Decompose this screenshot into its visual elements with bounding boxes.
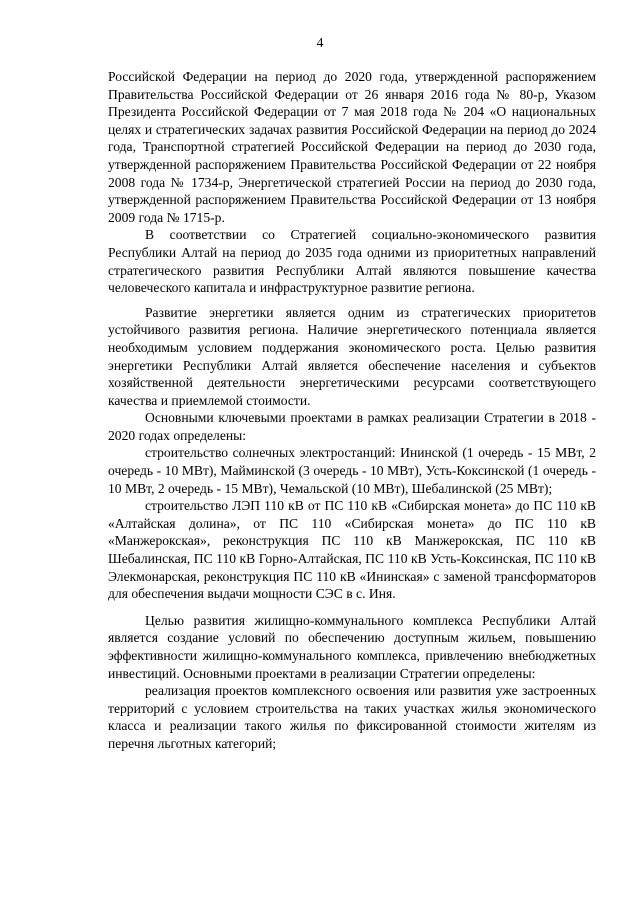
document-body [108,68,596,753]
paragraph-energy-goal: Развитие энергетики является одним из стратегических приоритетов устойчивого развития региона. Наличие энергетического потенциала является необходимым условием поддержания экономического роста. Целью развития энергетики Республики Алтай является обеспечение населения и субъектов хозяйственной деятельности энергетическими ресурсами соответствующего качества и приемлемой стоимости. [108,304,596,408]
page-number: 4 [316,35,324,50]
paragraph-power-lines: строительство ЛЭП 110 кВ от ПС 110 кВ «Сибирская монета» до ПС 110 кВ «Алтайская долина», от ПС 110 «Сибирская монета» до ПС 110 кВ «Манжерокская», реконструкция ПС 110 кВ Манжерокская, ПС 110 кВ Шебалинская, ПС 110 кВ Горно-Алтайская, ПС 110 кВ Усть-Коксинская, ПС 110 кВ Элекмонарская, реконструкция ПС 110 кВ «Ининская» с заменой трансформаторов для обеспечения выдачи мощности СЭС в с. Иня. [108,498,596,602]
paragraph-priorities: В соответствии со Стратегией социально-экономического развития Республики Алтай на период до 2035 года одними из приоритетных направлений стратегического развития Республики Алтай являются повышение качества человеческого капитала и инфраструктурное развитие региона. [108,227,596,296]
paragraph-housing-projects: реализация проектов комплексного освоения или развития уже застроенных территорий с условием строительства на таких участках жилья экономического класса и реализации такого жилья по фиксированной стоимости жителям из перечня льготных категорий; [108,683,596,751]
paragraph-key-projects-intro: Основными ключевыми проектами в рамках реализации Стратегии в 2018 - 2020 годах определены: [108,410,596,443]
paragraph-housing-goal: Целью развития жилищно-коммунального комплекса Республики Алтай является создание условий по обеспечению доступным жильем, повышению эффективности жилищно-коммунального комплекса, привлечению внебюджетных инвестиций. Основными проектами в реализации Стратегии определены: [108,612,596,681]
paragraph-strategies-list: Российской Федерации на период до 2020 года, утвержденной распоряжением Правительства Российской Федерации от 26 января 2016 года № 80-р, Указом Президента Российской Федерации от 7 мая 2018 года № 204 «О национальных целях и стратегических задачах развития Российской Федерации на период до 2024 года, Транспортной стратегией Российской Федерации на период до 2030 года, утвержденной распоряжением Правительства Российской Федерации от 22 ноября 2008 года № 1734-р, Энергетической стратегией России на период до 2030 года, утвержденной распоряжением Правительства Российской Федерации от 13 ноября 2009 года № 1715-р. [108,69,596,225]
paragraph-solar-plants: строительство солнечных электростанций: Ининской (1 очередь - 15 МВт, 2 очередь - 10 МВт), Майминской (3 очередь - 10 МВт), Усть-Коксинской (1 очередь - 10 МВт, 2 очередь - 15 МВт), Чемальской (10 МВт), Шебалинской (25 МВт); [108,445,596,496]
